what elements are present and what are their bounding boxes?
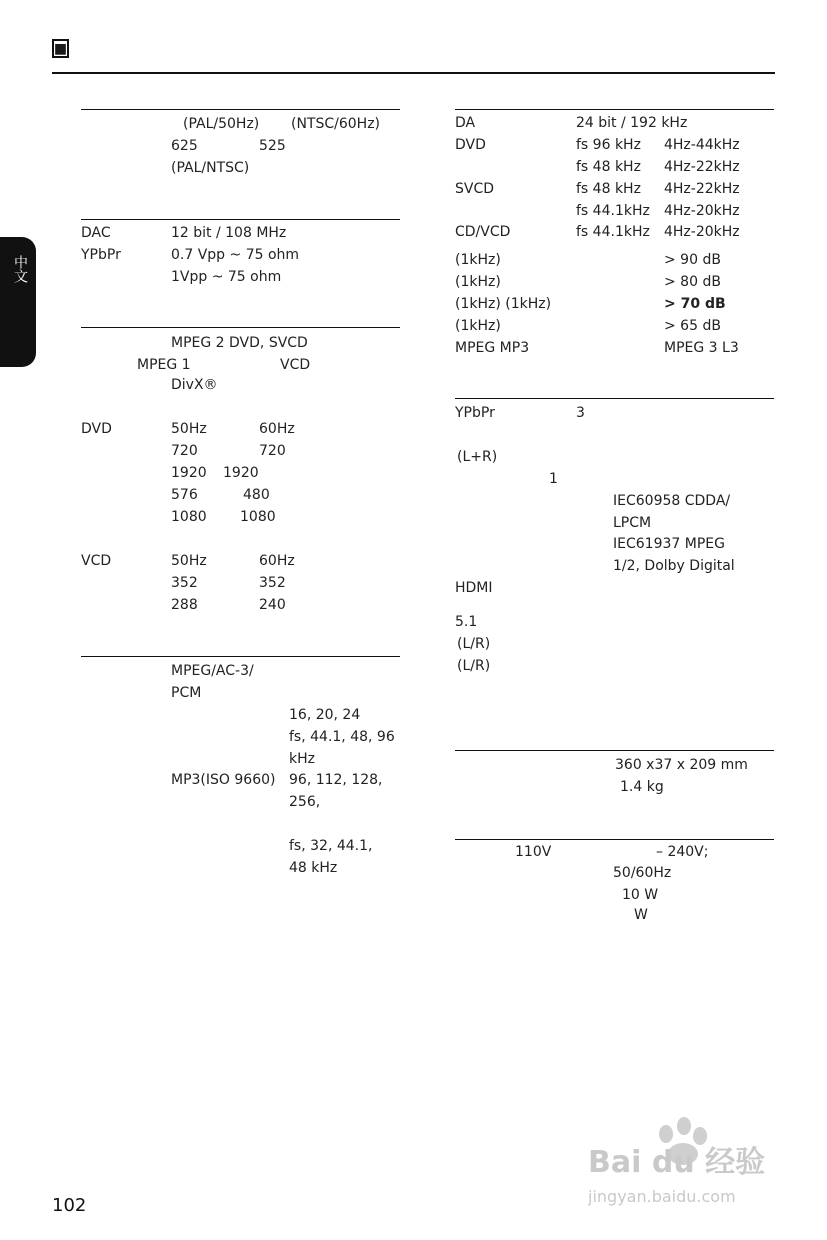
spec-snr-label: (1kHz) (455, 252, 501, 268)
audio-svcd-fs44: fs 44.1kHz (576, 203, 650, 219)
vcd-h-60: 352 (259, 575, 286, 591)
audio-svcd-range48: 4Hz-22kHz (664, 181, 740, 197)
audio-pcm-fs: fs, 44.1, 48, 96 (289, 729, 395, 745)
tv-standard-rule (81, 109, 400, 110)
format-mpeg1-label: MPEG 1 (137, 357, 191, 373)
power-frequency: 50/60Hz (613, 865, 672, 881)
spec-dynamic-value: > 80 dB (664, 274, 721, 290)
video-ypbpr-label: YPbPr (81, 247, 121, 263)
dvd-label: DVD (81, 421, 112, 437)
dimensions-rule (455, 750, 774, 751)
audio-mp3-fs-unit: 48 kHz (289, 860, 338, 876)
power-min-voltage: 110V (515, 844, 552, 860)
connections-rule (455, 398, 774, 399)
format-mpeg1-value: VCD (280, 357, 311, 373)
audio-format-rule (81, 656, 400, 657)
baidu-watermark (588, 1112, 788, 1212)
audio-rule (455, 109, 774, 110)
audio-da-value: 24 bit / 192 kHz (576, 115, 688, 131)
conn-ypbpr-label: YPbPr (455, 405, 495, 421)
conn-audio-lr: (L+R) (457, 449, 498, 465)
vcd-60hz: 60Hz (259, 553, 295, 569)
watermark-url: jingyan.baidu.com (588, 1187, 736, 1206)
audio-pcm-bits: 16, 20, 24 (289, 707, 361, 723)
audio-svcd-fs48: fs 48 kHz (576, 181, 641, 197)
vcd-v-50: 288 (171, 597, 198, 613)
conn-surround-front: (L/R) (457, 636, 491, 652)
dvd-v-50: 576 (171, 487, 198, 503)
dvd-h-60: 720 (259, 443, 286, 459)
conn-digital-count: 1 (549, 471, 558, 487)
spec-mp3-label: MPEG MP3 (455, 340, 530, 356)
vcd-label: VCD (81, 553, 112, 569)
page-number: 102 (52, 1195, 87, 1216)
side-tab-label: 中文 (12, 255, 28, 283)
conn-digital-line-4: 1/2, Dolby Digital (613, 558, 735, 574)
video-dac-value: 12 bit / 108 MHz (171, 225, 287, 241)
lines-ntsc: 525 (259, 138, 286, 154)
format-divx: DivX® (171, 377, 218, 393)
audio-svcd-label: SVCD (455, 181, 495, 197)
page-title-glyph: ■ (53, 40, 68, 57)
conn-hdmi: HDMI (455, 580, 493, 596)
dvd-h-50: 720 (171, 443, 198, 459)
audio-dvd-fs48: fs 48 kHz (576, 159, 641, 175)
audio-cdvcd-label: CD/VCD (455, 224, 511, 240)
playback-standard: (PAL/NTSC) (171, 160, 250, 176)
dimensions-weight: 1.4 kg (620, 779, 664, 795)
power-rule (455, 839, 774, 840)
audio-dvd-fs96: fs 96 kHz (576, 137, 641, 153)
vcd-h-50: 352 (171, 575, 198, 591)
vcd-v-60: 240 (259, 597, 286, 613)
audio-mp3-bitrate-1: 96, 112, 128, (289, 772, 383, 788)
tv-standard-pal: (PAL/50Hz) (183, 116, 260, 132)
audio-svcd-range44: 4Hz-20kHz (664, 203, 740, 219)
spec-distortion-value: > 65 dB (664, 318, 721, 334)
audio-cdvcd-fs: fs 44.1kHz (576, 224, 650, 240)
video-rule (81, 219, 400, 220)
audio-dvd-range96: 4Hz-44kHz (664, 137, 740, 153)
audio-mp3-bitrate-2: 256, (289, 794, 321, 810)
tv-standard-ntsc: (NTSC/60Hz) (291, 116, 381, 132)
dvd-60hz: 60Hz (259, 421, 295, 437)
spec-dynamic-label: (1kHz) (455, 274, 501, 290)
page-title (52, 39, 69, 58)
dvd-v-60: 480 (243, 487, 270, 503)
conn-surround: 5.1 (455, 614, 478, 630)
format-rule (81, 327, 400, 328)
conn-ypbpr-value: 3 (576, 405, 585, 421)
format-mpeg2: MPEG 2 DVD, SVCD (171, 335, 308, 351)
header-rule (52, 72, 775, 74)
spec-snr-value: > 90 dB (664, 252, 721, 268)
dvd-v2-60: 1080 (240, 509, 276, 525)
audio-dvd-range48: 4Hz-22kHz (664, 159, 740, 175)
conn-digital-line-3: IEC61937 MPEG (613, 536, 725, 552)
dvd-h2-50: 1920 (171, 465, 207, 481)
audio-mp3-label: MP3(ISO 9660) (171, 772, 276, 788)
audio-cdvcd-range: 4Hz-20kHz (664, 224, 740, 240)
audio-mpeg-label-2: PCM (171, 685, 202, 701)
spec-mp3-value: MPEG 3 L3 (664, 340, 739, 356)
watermark-brand: Bai du 经验 (588, 1145, 766, 1180)
video-dac-label: DAC (81, 225, 111, 241)
video-output-value: 1Vpp ~ 75 ohm (171, 269, 282, 285)
audio-da-label: DA (455, 115, 476, 131)
dvd-v2-50: 1080 (171, 509, 207, 525)
dvd-50hz: 50Hz (171, 421, 207, 437)
language-side-tab[interactable] (0, 237, 36, 367)
audio-dvd-label: DVD (455, 137, 486, 153)
lines-pal: 625 (171, 138, 198, 154)
conn-surround-rear: (L/R) (457, 658, 491, 674)
power-consumption: 10 W (622, 887, 659, 903)
conn-digital-line-1: IEC60958 CDDA/ (613, 493, 731, 509)
conn-digital-line-2: LPCM (613, 515, 652, 531)
audio-mp3-fs: fs, 32, 44.1, (289, 838, 373, 854)
spec-crosstalk-value: > 70 dB (664, 296, 726, 312)
audio-mpeg-label-1: MPEG/AC-3/ (171, 663, 254, 679)
dvd-h2-60: 1920 (223, 465, 259, 481)
power-standby: W (634, 907, 648, 923)
audio-pcm-unit: kHz (289, 751, 315, 767)
dimensions-size: 360 x37 x 209 mm (615, 757, 748, 773)
power-max-voltage: – 240V; (656, 844, 709, 860)
spec-distortion-label: (1kHz) (455, 318, 501, 334)
spec-crosstalk-label: (1kHz) (1kHz) (455, 296, 552, 312)
vcd-50hz: 50Hz (171, 553, 207, 569)
video-ypbpr-value: 0.7 Vpp ~ 75 ohm (171, 247, 300, 263)
